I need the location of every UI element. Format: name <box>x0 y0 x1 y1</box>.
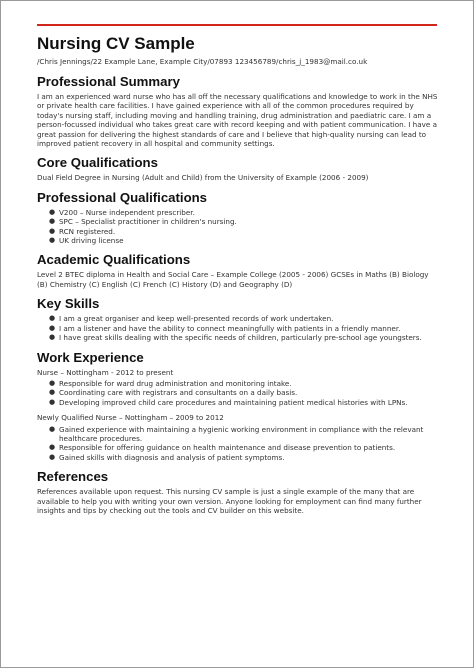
bullet-icon: ● <box>49 314 56 323</box>
top-accent-rule <box>37 24 437 26</box>
list-item-text: RCN registered. <box>59 226 116 236</box>
references-heading: References <box>37 469 109 485</box>
bullet-icon: ● <box>49 378 56 387</box>
key-skills-list <box>37 314 439 342</box>
list-item <box>49 226 439 236</box>
list-item-text: Developing improved child care procedures and maintaining patient medical histories with LPNs. <box>59 397 408 407</box>
list-item-text: SPC – Specialist practitioner in children's nursing. <box>59 217 237 227</box>
work-experience-heading: Work Experience <box>37 349 144 365</box>
list-item <box>49 452 439 462</box>
list-item-text: I am a great organiser and keep well-presented records of work undertaken. <box>59 314 334 324</box>
cv-content <box>37 34 439 515</box>
list-item <box>49 236 439 246</box>
list-item-text: Coordinating care with registrars and consultants on a daily basis. <box>59 388 298 398</box>
list-item-text: I have great skills dealing with the specific needs of children, particularly pre-school age youngsters. <box>59 333 422 343</box>
bullet-icon: ● <box>49 207 56 216</box>
professional-qualifications-list <box>37 208 439 246</box>
bullet-icon: ● <box>49 333 56 342</box>
document-title: Nursing CV Sample <box>37 34 195 53</box>
list-item-text: Responsible for ward drug administration and monitoring intake. <box>59 378 292 388</box>
list-item <box>49 378 439 388</box>
list-item-text: Responsible for offering guidance on health maintenance and disease prevention to patients. <box>59 443 396 453</box>
bullet-icon: ● <box>49 388 56 397</box>
list-item-text: Gained skills with diagnosis and analysis of patient symptoms. <box>59 452 285 462</box>
list-item <box>49 443 439 453</box>
academic-qualifications-text: Level 2 BTEC diploma in Health and Social Care – Example College (2005 - 2006) GCSEs in Maths (B) Biology (B) Chemistry (C) English (C) French (C) History (D) and Geography (D) <box>37 270 429 289</box>
bullet-icon: ● <box>49 323 56 332</box>
list-item-text: I am a listener and have the ability to connect meaningfully with patients in a friendly manner. <box>59 323 401 333</box>
job-title-line: Nurse – Nottingham - 2012 to present <box>37 367 174 377</box>
bullet-icon: ● <box>49 226 56 235</box>
list-item <box>49 424 439 444</box>
references-text: References available upon request. This nursing CV sample is just a single example of the many that are available to help you with writing your own version. Anyone looking for employment can find many further insights and tips by checking out the tools and CV builder on this website. <box>37 487 422 515</box>
list-item-text: V200 – Nurse independent prescriber. <box>59 207 195 217</box>
core-qualifications-heading: Core Qualifications <box>37 155 158 171</box>
bullet-icon: ● <box>49 443 56 452</box>
core-qualifications-text: Dual Field Degree in Nursing (Adult and Child) from the University of Example (2006 - 2009) <box>37 173 369 183</box>
contact-details: /Chris Jennings/22 Example Lane, Example City/07893 123456789/chris_j_1983@mail.co.uk <box>37 57 368 66</box>
bullet-icon: ● <box>49 236 56 245</box>
list-item <box>49 333 439 343</box>
key-skills-heading: Key Skills <box>37 296 100 312</box>
list-item-text: Gained experience with maintaining a hygienic working environment in compliance with the relevant healthcare procedures. <box>59 424 424 443</box>
list-item <box>49 207 439 217</box>
job-duties-list <box>37 379 439 407</box>
professional-summary-text: I am an experienced ward nurse who has all off the necessary qualifications and knowledge to work in the NHS or private health care facilities. I have gained experience with all of the common procedures required by today's nursing staff, including moving and handling training, drug administration and paediatric care. I am a person-focussed individual who takes great care with record keeping and with patient communication. I have a great passion for delivering the highest standards of care and I believe that high-quality nursing can lead to improved patient recovery in all hospital and community settings. <box>37 92 438 149</box>
bullet-icon: ● <box>49 217 56 226</box>
bullet-icon: ● <box>49 452 56 461</box>
list-item <box>49 388 439 398</box>
professional-summary-heading: Professional Summary <box>37 74 180 89</box>
bullet-icon: ● <box>49 397 56 406</box>
list-item <box>49 217 439 227</box>
job-title-line: Newly Qualified Nurse – Nottingham – 2009 to 2012 <box>37 413 224 423</box>
bullet-icon: ● <box>49 424 56 433</box>
job-duties-list <box>37 425 439 463</box>
list-item <box>49 397 439 407</box>
academic-qualifications-heading: Academic Qualifications <box>37 252 191 268</box>
professional-qualifications-heading: Professional Qualifications <box>37 189 208 205</box>
list-item <box>49 323 439 333</box>
list-item <box>49 314 439 324</box>
list-item-text: UK driving license <box>59 236 124 246</box>
